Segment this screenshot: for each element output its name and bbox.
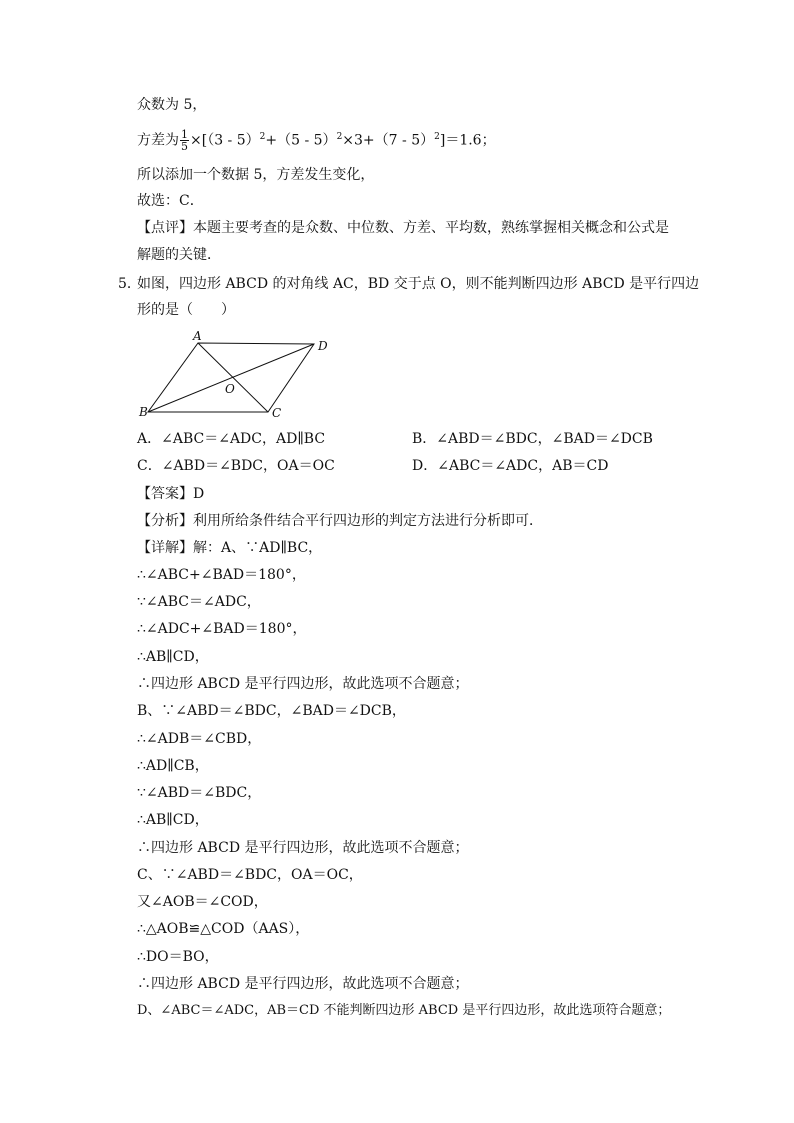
- fraction-numerator: 1: [181, 128, 188, 142]
- vertex-label-c: C: [272, 406, 282, 420]
- solution-line: B、∵∠ABD＝∠BDC，∠BAD＝∠DCB，: [137, 703, 406, 719]
- solution-line: 【答案】D: [137, 486, 205, 502]
- variance-result: ]＝1.6；: [439, 132, 496, 149]
- vertex-label-d: D: [318, 339, 328, 353]
- solution-line: ∴四边形 ABCD 是平行四边形，故此选项不合题意；: [137, 676, 469, 692]
- solution-line: 又∠AOB＝∠COD，: [137, 894, 268, 910]
- solution-line: ∴AB∥CD，: [137, 649, 209, 665]
- solution-line: ∴∠ADC+∠BAD＝180°，: [137, 621, 307, 637]
- variance-prefix: 方差为: [137, 132, 179, 149]
- variance-term-a: ×[（3 - 5）: [190, 132, 260, 149]
- solution-line: ∴AD∥CB，: [137, 758, 209, 774]
- vertex-label-b: B: [139, 405, 148, 419]
- exponent-2: 2: [259, 132, 266, 142]
- solution-line: 【详解】解：A、∵AD∥BC，: [137, 540, 323, 556]
- comment-line-2: 解题的关键．: [137, 247, 221, 263]
- text-line-mode: 众数为 5，: [137, 97, 207, 113]
- fraction-denominator: 5: [181, 140, 188, 154]
- vertex-label-a: A: [193, 329, 202, 343]
- exponent-2: 2: [336, 132, 343, 142]
- comment-line-1: 【点评】本题主要考查的是众数、中位数、方差、平均数，熟练掌握相关概念和公式是: [137, 220, 669, 236]
- solution-line: 【分析】利用所给条件结合平行四边形的判定方法进行分析即可．: [137, 513, 543, 529]
- solution-line: ∴∠ABC+∠BAD＝180°，: [137, 567, 306, 583]
- option-c: C．∠ABD＝∠BDC，OA＝OC: [137, 458, 335, 474]
- question-number: 5．: [118, 276, 141, 292]
- solution-line: D、∠ABC＝∠ADC，AB＝CD 不能判断四边形 ABCD 是平行四边形，故此选项符合题意；: [137, 1003, 671, 1018]
- question-line-1: 如图，四边形 ABCD 的对角线 AC，BD 交于点 O，则不能判断四边形 ABCD 是平行四边: [137, 276, 700, 292]
- solution-line: ∵∠ABC＝∠ADC，: [137, 594, 261, 610]
- option-a: A．∠ABC＝∠ADC，AD∥BC: [137, 431, 326, 447]
- solution-line: ∴四边形 ABCD 是平行四边形，故此选项不合题意；: [137, 976, 469, 992]
- solution-line: ∴四边形 ABCD 是平行四边形，故此选项不合题意；: [137, 840, 469, 856]
- solution-line: ∴AB∥CD，: [137, 812, 209, 828]
- text-line-choice: 故选：C．: [137, 193, 204, 209]
- variance-term-b: +（5 - 5）: [265, 132, 337, 149]
- option-b: B．∠ABD＝∠BDC，∠BAD＝∠DCB: [412, 431, 653, 447]
- question-line-2: 形的是（ ）: [137, 302, 235, 318]
- fraction-one-fifth: [180, 129, 189, 152]
- solution-line: ∵∠ABD＝∠BDC，: [137, 785, 262, 801]
- text-line-conclusion: 所以添加一个数据 5，方差发生变化，: [137, 167, 375, 183]
- variance-formula-line: [137, 128, 496, 152]
- solution-line: ∴△AOB≌△COD（AAS），: [137, 921, 310, 937]
- solution-line: ∴DO＝BO，: [137, 949, 219, 965]
- solution-line: C、∵∠ABD＝∠BDC，OA＝OC，: [137, 867, 363, 883]
- option-d: D．∠ABC＝∠ADC，AB＝CD: [412, 458, 609, 474]
- variance-term-c: ×3+（7 - 5）: [342, 132, 435, 149]
- parallelogram-figure: [136, 328, 336, 423]
- point-label-o: O: [225, 382, 235, 396]
- solution-line: ∴∠ADB＝∠CBD，: [137, 731, 262, 747]
- exponent-2: 2: [434, 132, 440, 142]
